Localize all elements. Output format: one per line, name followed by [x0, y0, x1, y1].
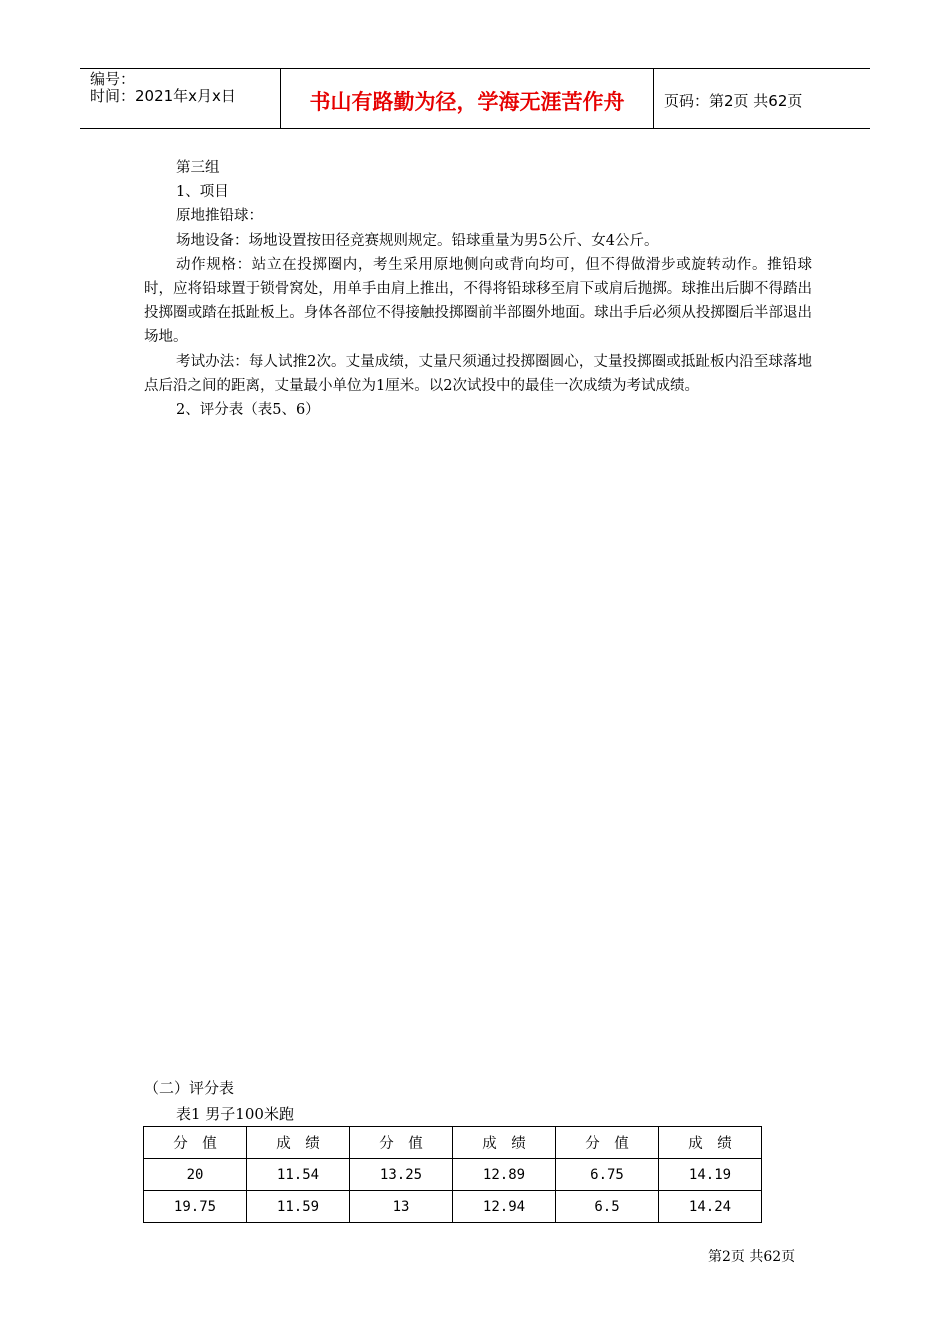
table-title: 表1 男子100米跑 — [176, 1105, 294, 1123]
header-page-number: 页码：第2页 共62页 — [664, 92, 803, 110]
table-cell: 19.75 — [144, 1191, 247, 1223]
table-cell: 20 — [144, 1159, 247, 1191]
time-label: 时间：2021年x月x日 — [90, 87, 236, 105]
page-header — [80, 68, 870, 129]
exam-method-paragraph: 考试办法：每人试推2次。丈量成绩，丈量尺须通过投掷圈圆心，丈量投掷圈或抵趾板内沿至球落地点后沿之间的距离，丈量最小单位为1厘米。以2次试投中的最佳一次成绩为考试成绩。 — [144, 353, 812, 394]
header-cell: 成 绩 — [659, 1127, 762, 1159]
event-name: 原地推铅球： — [176, 208, 263, 225]
table-cell: 14.19 — [659, 1159, 762, 1191]
number-label: 编号： — [90, 70, 136, 88]
header-cell: 成 绩 — [247, 1127, 350, 1159]
table-cell: 12.94 — [453, 1191, 556, 1223]
score-table — [143, 1126, 762, 1223]
page-footer: 第2页 共62页 — [708, 1249, 796, 1265]
table-cell: 11.59 — [247, 1191, 350, 1223]
table-cell: 13.25 — [350, 1159, 453, 1191]
equipment-paragraph: 场地设备：场地设置按田径竞赛规则规定。铅球重量为男5公斤、女4公斤。 — [176, 232, 659, 249]
header-cell: 分 值 — [350, 1127, 453, 1159]
rules-paragraph: 动作规格：站立在投掷圈内，考生采用原地侧向或背向均可，但不得做滑步或旋转动作。推铅球时，应将铅球置于锁骨窝处，用单手由肩上推出，不得将铅球移至肩下或肩后抛掷。球推出后脚不得踏出投掷圈或踏在抵趾板上。身体各部位不得接触投掷圈前半部圈外地面。球出手后必须从投掷圈后半部退出场地。 — [144, 256, 812, 346]
table-cell: 12.89 — [453, 1159, 556, 1191]
table-row — [144, 1159, 762, 1191]
header-cell: 分 值 — [144, 1127, 247, 1159]
item-heading: 1、项目 — [176, 184, 229, 201]
table-cell: 6.75 — [556, 1159, 659, 1191]
table-cell: 11.54 — [247, 1159, 350, 1191]
section-title: （二）评分表 — [144, 1079, 235, 1097]
document-body — [144, 156, 812, 422]
table-cell: 6.5 — [556, 1191, 659, 1223]
header-cell: 分 值 — [556, 1127, 659, 1159]
header-meta — [80, 69, 281, 128]
header-cell: 成 绩 — [453, 1127, 556, 1159]
table-row — [144, 1191, 762, 1223]
group-heading: 第三组 — [176, 160, 220, 176]
table-cell: 14.24 — [659, 1191, 762, 1223]
header-motto: 书山有路勤为径，学海无涯苦作舟 — [281, 69, 654, 128]
score-table-reference: 2、评分表（表5、6） — [176, 402, 320, 419]
table-cell: 13 — [350, 1191, 453, 1223]
table-header-row — [144, 1127, 762, 1159]
